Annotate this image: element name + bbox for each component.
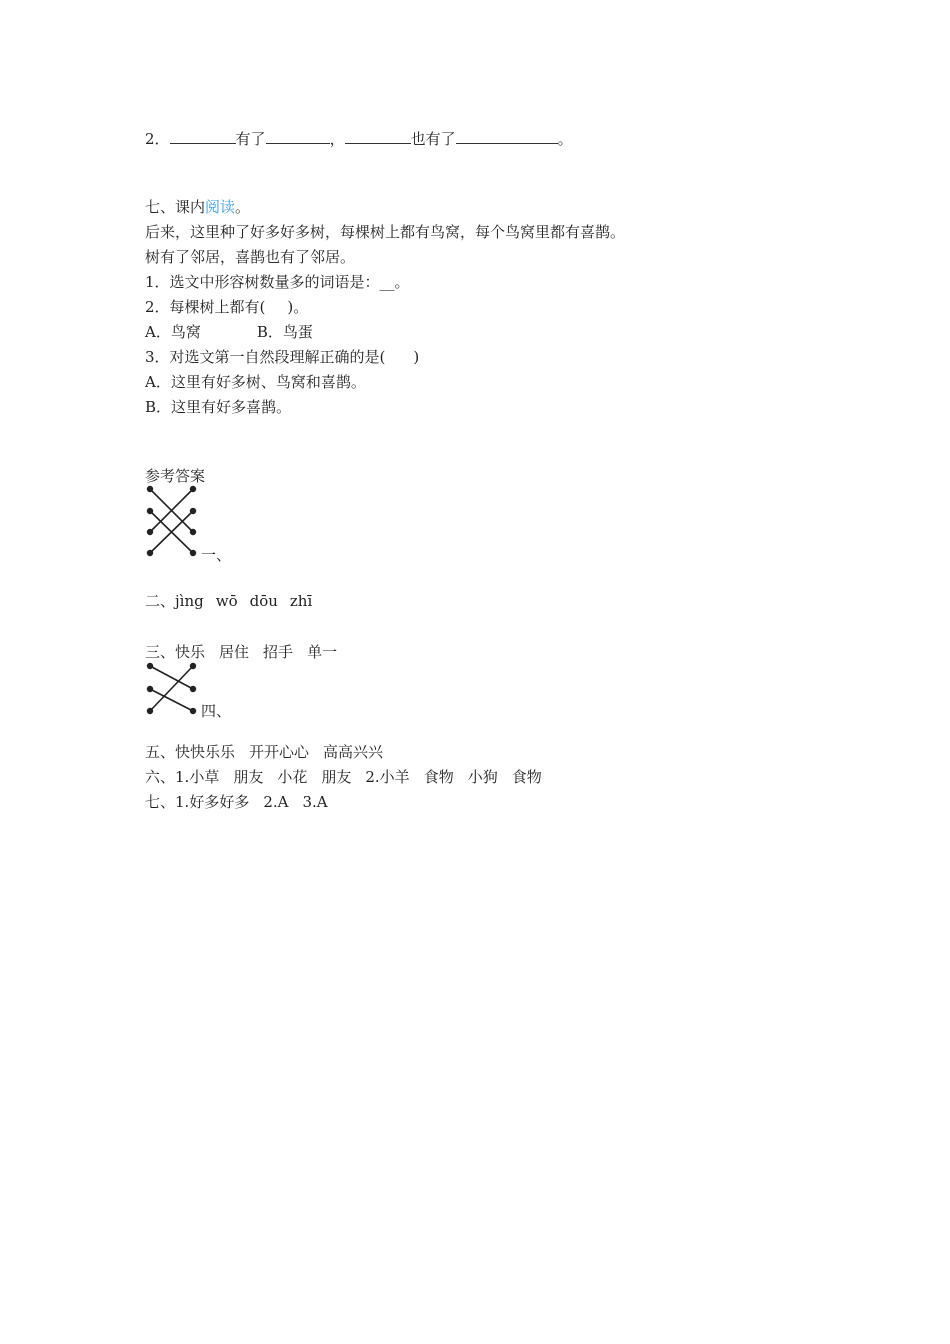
text-fragment: ， [329, 130, 345, 148]
answer-6-label: 六、 [145, 768, 176, 786]
answer-item: 食物 [423, 768, 454, 786]
fill-in-question-2 [145, 129, 573, 149]
pinyin-item: jìng [175, 592, 204, 610]
answer-1-label: 一、 [201, 546, 232, 564]
title-suffix: 。 [235, 198, 251, 216]
section-7-title [145, 197, 250, 217]
blank-4[interactable] [456, 129, 558, 144]
answer-item: 2.小羊 [365, 768, 410, 786]
question-2 [145, 297, 308, 317]
question-number: 2． [145, 130, 170, 148]
matching-lines-diagram-1 [145, 484, 201, 558]
text-fragment: 也有了 [410, 130, 456, 148]
answer-item: 1.好多好多 [175, 793, 250, 811]
answer-item: 开开心心 [249, 743, 310, 761]
answer-item: 招手 [263, 643, 294, 661]
answer-item: 食物 [511, 768, 542, 786]
option-a: A．鸟窝 [145, 323, 201, 341]
matching-lines-diagram-2 [145, 661, 201, 717]
answer-item: 3.A [302, 793, 328, 811]
answer-item: 单一 [307, 643, 338, 661]
question-2-text: 2．每棵树上都有( [145, 298, 266, 316]
passage-line-1: 后来，这里种了好多好多树，每棵树上都有鸟窝，每个鸟窝里都有喜鹊。 [145, 223, 626, 241]
question-1: 1．选文中形容树数量多的词语是：__。 [145, 273, 410, 291]
question-2-options [145, 322, 313, 342]
answer-item: 朋友 [321, 768, 352, 786]
pinyin-item: zhī [289, 592, 313, 610]
answer-5 [145, 742, 383, 762]
question-2-end: )。 [287, 298, 309, 316]
answer-item: 朋友 [233, 768, 264, 786]
answer-7 [145, 792, 328, 812]
pinyin-item: wō [215, 592, 238, 610]
question-3-option-b: B．这里有好多喜鹊。 [145, 398, 292, 416]
option-b: B．鸟蛋 [256, 323, 313, 341]
text-fragment: 有了 [235, 130, 266, 148]
blank-2[interactable] [266, 129, 330, 144]
answer-item: 居住 [219, 643, 250, 661]
answer-3-label: 三、 [145, 643, 176, 661]
answer-5-label: 五、 [145, 743, 176, 761]
text-fragment: 。 [557, 130, 573, 148]
answer-item: 高高兴兴 [323, 743, 384, 761]
question-3 [145, 347, 419, 367]
answers-heading: 参考答案 [145, 467, 206, 485]
blank-1[interactable] [170, 129, 236, 144]
blank-3[interactable] [345, 129, 411, 144]
pinyin-item: dōu [249, 592, 278, 610]
passage-line-2: 树有了邻居，喜鹊也有了邻居。 [145, 248, 356, 266]
answer-item: 小花 [277, 768, 308, 786]
question-3-text: 3．对选文第一自然段理解正确的是( [145, 348, 386, 366]
answer-3 [145, 642, 337, 662]
answer-4-label: 四、 [201, 702, 232, 720]
answer-6 [145, 767, 542, 787]
answer-2-label: 二、 [145, 592, 176, 610]
answer-item: 1.小草 [175, 768, 220, 786]
answer-7-label: 七、 [145, 793, 176, 811]
answer-item: 2.A [263, 793, 289, 811]
question-3-option-a: A．这里有好多树、鸟窝和喜鹊。 [145, 373, 366, 391]
answer-2 [145, 591, 324, 611]
answer-item: 快快乐乐 [175, 743, 236, 761]
answer-item: 小狗 [467, 768, 498, 786]
question-3-end: ) [413, 348, 420, 366]
title-prefix: 七、课内 [145, 198, 206, 216]
reading-link[interactable]: 阅读 [205, 198, 236, 216]
answer-item: 快乐 [175, 643, 206, 661]
